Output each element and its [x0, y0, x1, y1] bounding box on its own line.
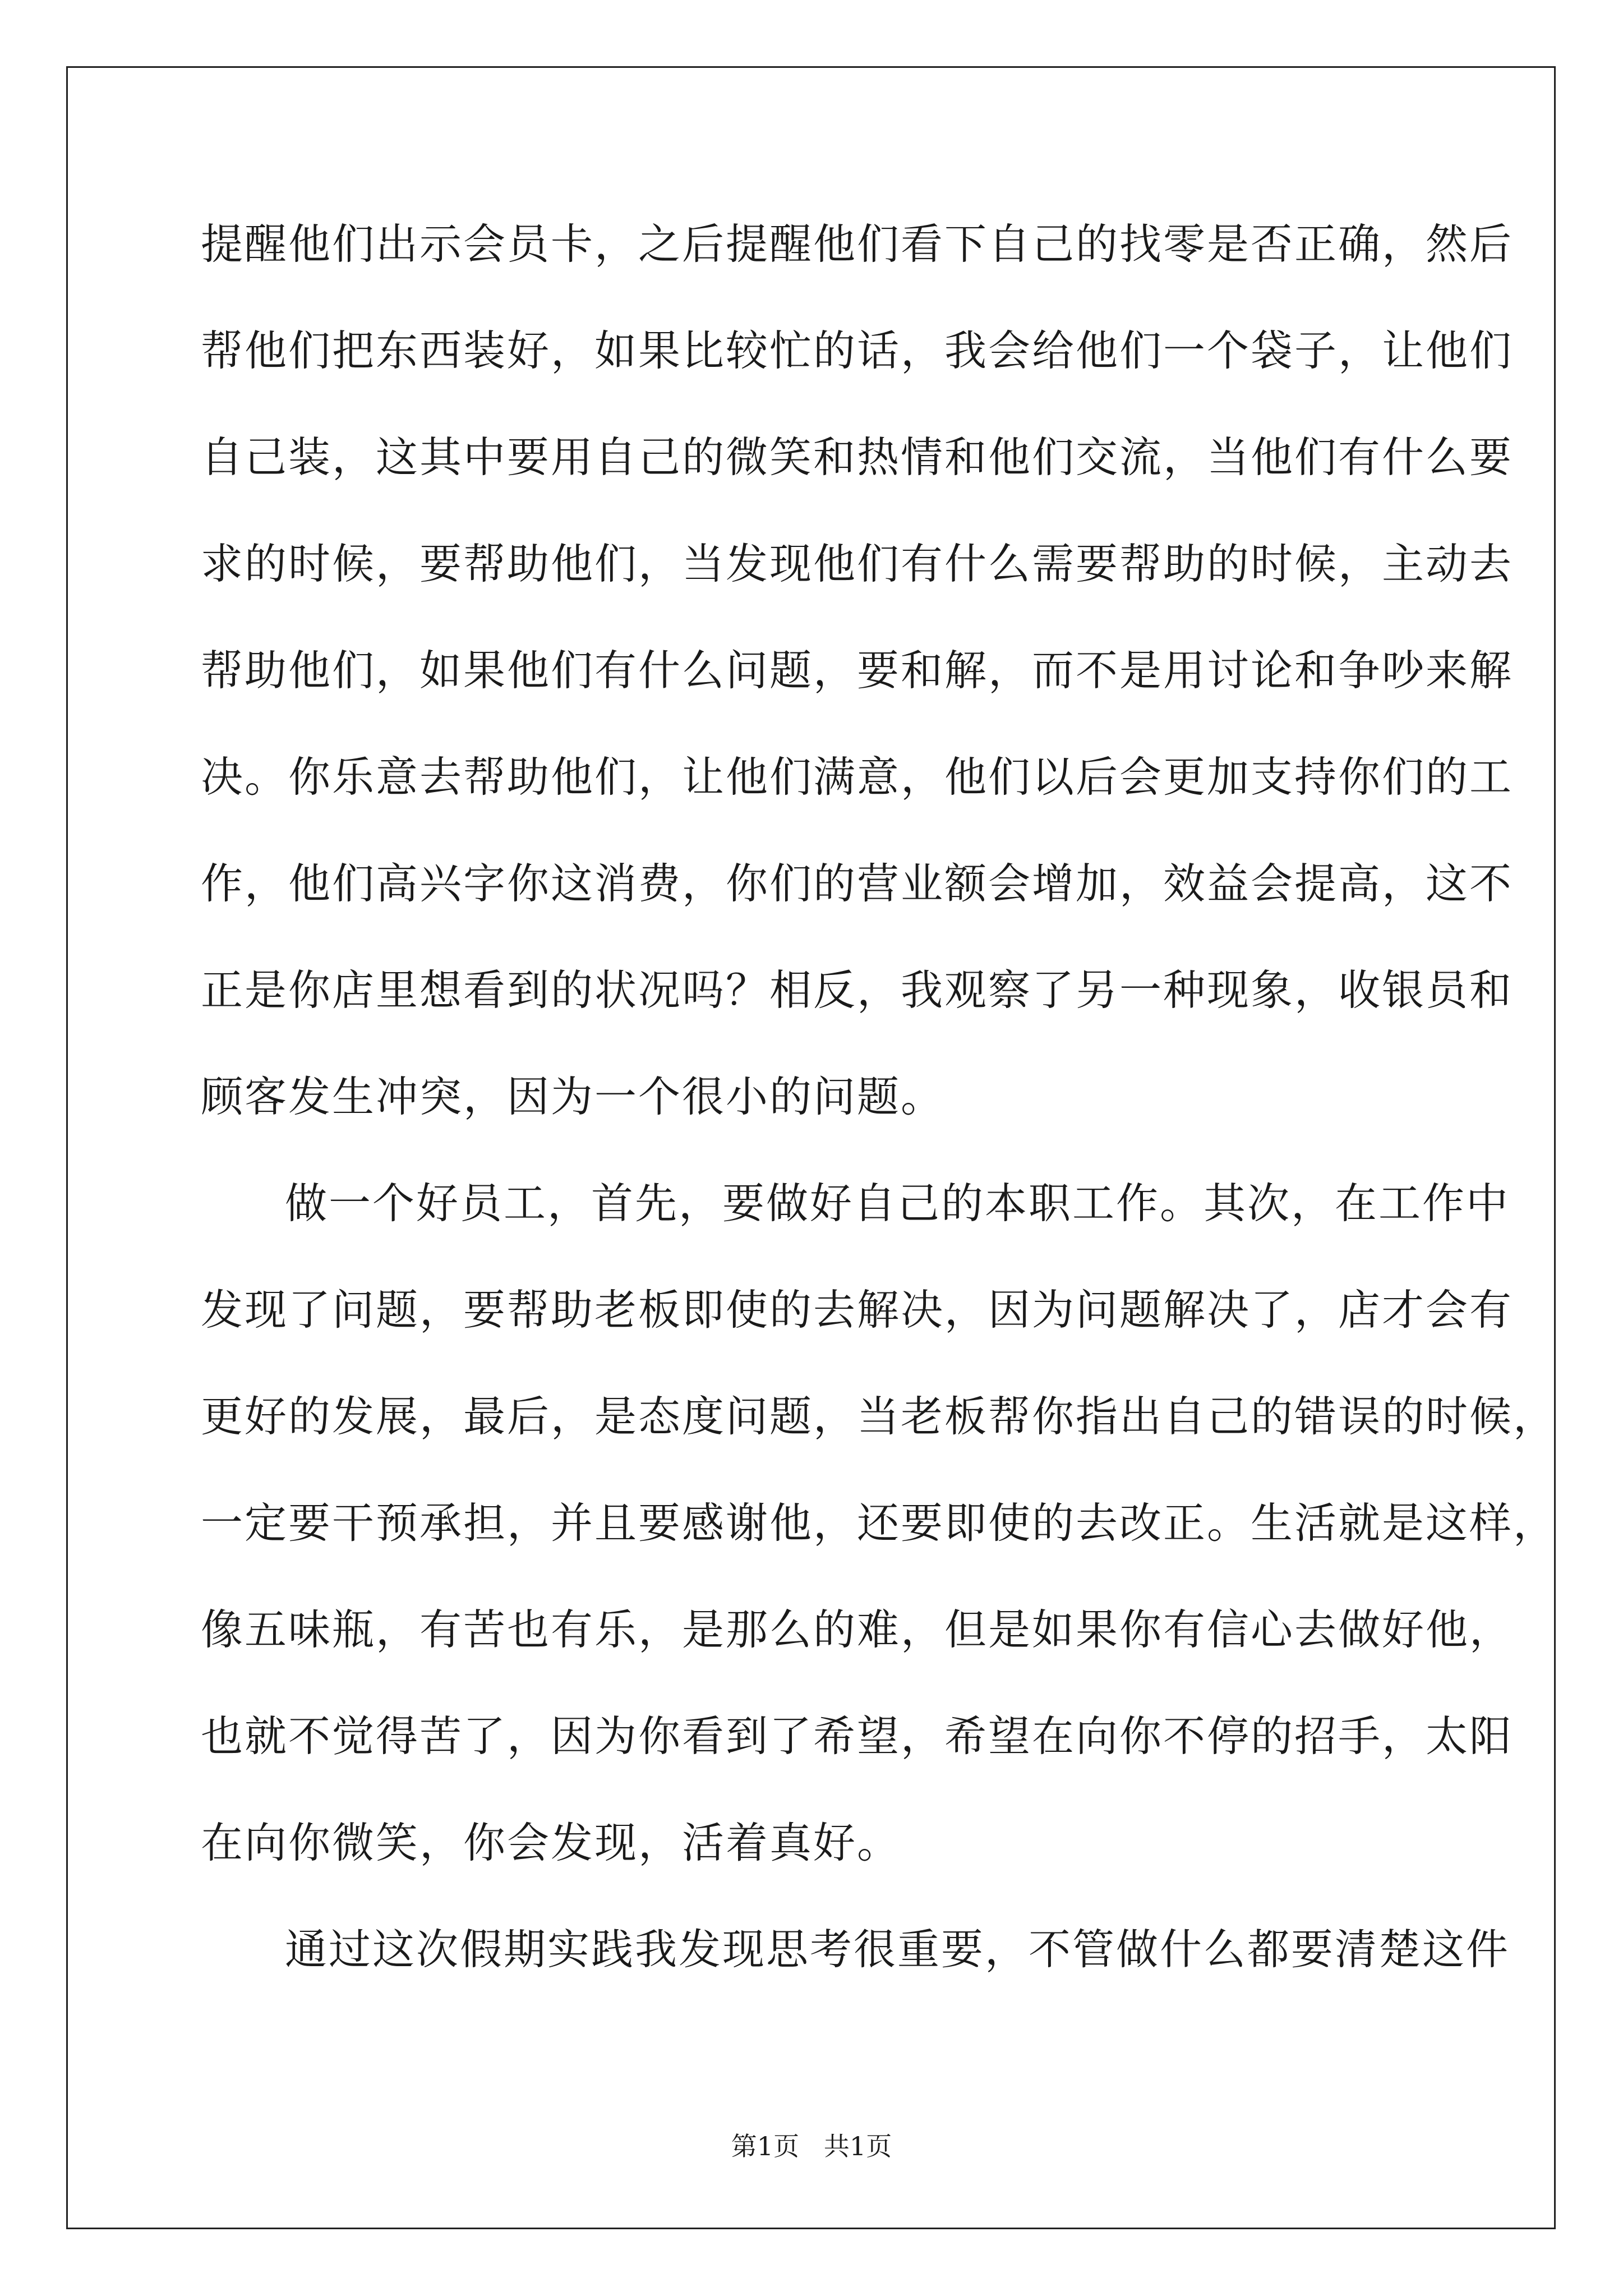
text-line: 发现了问题，要帮助老板即使的去解决，因为问题解决了，店才会有: [201, 1285, 1514, 1335]
text-line: 帮助他们，如果他们有什么问题，要和解，而不是用讨论和争吵来解: [201, 646, 1514, 695]
text-line: 决。你乐意去帮助他们，让他们满意，他们以后会更加支持你们的工: [201, 752, 1514, 802]
text-line: 帮他们把东西装好，如果比较忙的话，我会给他们一个袋子，让他们: [201, 326, 1514, 375]
text-line: 像五味瓶，有苦也有乐，是那么的难，但是如果你有信心去做好他，: [201, 1605, 1514, 1654]
text-line: 求的时候，要帮助他们，当发现他们有什么需要帮助的时候，主动去: [201, 539, 1514, 588]
text-line: 自己装，这其中要用自己的微笑和热情和他们交流，当他们有什么要: [201, 432, 1514, 482]
text-line: 通过这次假期实践我发现思考很重要，不管做什么都要清楚这件: [285, 1925, 1510, 1974]
text-line: 正是你店里想看到的状况吗？相反，我观察了另一种现象，收银员和: [201, 965, 1514, 1015]
text-line: 一定要干预承担，并且要感谢他，还要即使的去改正。生活就是这样，: [201, 1498, 1557, 1548]
text-line: 在向你微笑，你会发现，活着真好。: [201, 1818, 901, 1867]
text-line: 作，他们高兴字你这消费，你们的营业额会增加，效益会提高，这不: [201, 859, 1514, 908]
text-line: 也就不觉得苦了，因为你看到了希望，希望在向你不停的招手，太阳: [201, 1711, 1514, 1761]
document-body: [201, 213, 1557, 2025]
text-line: 顾客发生冲突，因为一个很小的问题。: [201, 1072, 945, 1121]
text-line: 做一个好员工，首先，要做好自己的本职工作。其次，在工作中: [285, 1179, 1510, 1228]
page-footer: 第1页 共1页: [731, 2131, 892, 2161]
text-line: 提醒他们出示会员卡，之后提醒他们看下自己的找零是否正确，然后: [201, 219, 1514, 269]
text-line: 更好的发展，最后，是态度问题，当老板帮你指出自己的错误的时候，: [201, 1392, 1557, 1441]
